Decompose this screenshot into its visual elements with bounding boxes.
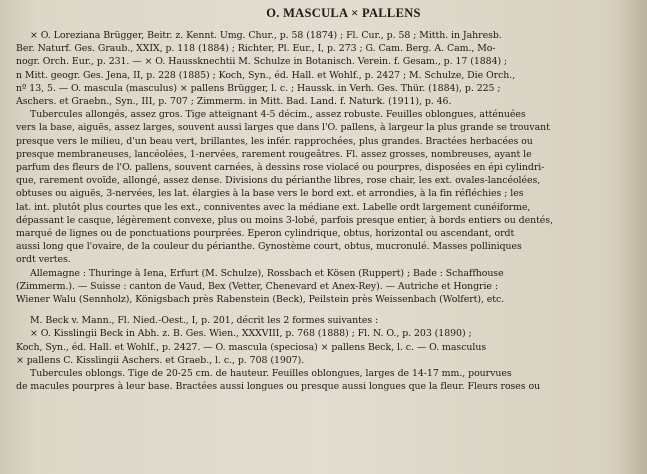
text-line: Wiener Walu (Sennholz), Königsbach près Rabenstein (Beck), Peilstein près Weissenbach (Wolfert), etc.	[16, 294, 505, 306]
paragraph-description	[16, 108, 641, 266]
text-line: × O. Loreziana Brügger, Beitr. z. Kennt. Umg. Chur., p. 58 (1874) ; Fl. Cur., p. 58 ; Mitth. in Jahresb.	[30, 30, 502, 41]
text-line: Aschers. et Graebn., Syn., III, p. 707 ; Zimmerm. in Mitt. Bad. Land. f. Naturk. (1911), p. 46.	[16, 96, 452, 108]
text-line: presque vers le milieu, d'un beau vert, brillantes, les infér. rapprochées, plus grandes. Bractées herbacées ou	[16, 135, 533, 147]
text-line: n Mitt. geogr. Ges. Jena, II, p. 228 (1885) ; Koch, Syn., éd. Hall. et Wohlf., p. 2427 ; M. Schulze, Die Orch.,	[16, 69, 516, 81]
paragraph-beck-forms	[16, 314, 641, 367]
text-line: presque membraneuses, lancéolées, 1-nervées, rarement rougeâtres. Fl. assez grosses, nombreuses, ayant le	[16, 148, 532, 160]
text-line: parfum des fleurs de l'O. pallens, souvent carnées, à dessins rose violacé ou pourpres, disposées en épi cylindri-	[16, 162, 545, 174]
text-line: lat. int. plutôt plus courtes que les ext., conniventes avec la médiane ext. Labelle ordt largement cunéiforme,	[16, 201, 531, 213]
text-line: Koch, Syn., éd. Hall. et Wohlf., p. 2427. — O. mascula (speciosa) × pallens Beck, l. c. — O. masculus	[16, 341, 487, 353]
text-line: que, rarement ovoïde, allongé, assez dense. Divisions du périanthe libres, rose chair, les ext. ovales-lancéolées,	[16, 175, 541, 187]
paragraph-synonymy	[16, 29, 641, 108]
text-line: marqué de lignes ou de ponctuations pourprées. Eperon cylindrique, obtus, horizontal ou ascendant, ordt	[16, 228, 515, 240]
text-line: × O. Kisslingii Beck in Abh. z. B. Ges. Wien., XXXVIII, p. 768 (1888) ; Fl. N. O., p. 203 (1890) ;	[30, 328, 472, 340]
text-line: Tubercules oblongs. Tige de 20-25 cm. de hauteur. Feuilles oblongues, larges de 14-17 mm., pourvues	[30, 368, 512, 380]
text-line: Ber. Naturf. Ges. Graub., XXIX, p. 118 (1884) ; Richter, Pl. Eur., I, p. 273 ; G. Cam. Berg. A. Cam., Mo-	[16, 43, 496, 55]
text-line: obtuses ou aiguës, 3-nervées, les lat. élargies à la base vers le bord ext. et arrondies, à la fin réfléchies ; les	[16, 188, 524, 200]
text-line: (Zimmerm.). — Suisse : canton de Vaud, Bex (Vetter, Chenevard et Anex-Rey). — Autriche et Hongrie :	[16, 280, 498, 292]
paragraph-gap	[16, 306, 641, 314]
text-line: aussi long que l'ovaire, de la couleur du périanthe. Gynostème court, obtus, mucronulé. Masses polliniques	[16, 241, 522, 253]
text-line: dépassant le casque, légèrement convexe, plus ou moins 3-lobé, parfois presque entier, à bords entiers ou dentés,	[16, 214, 553, 226]
text-line: nogr. Orch. Eur., p. 231. — × O. Haussknechtii M. Schulze in Botanisch. Verein. f. Gesam., p. 17 (1884) ;	[16, 56, 508, 68]
text-line: vers la base, aiguës, assez larges, souvent aussi larges que dans l'O. pallens, à largeur la plus grande se trouvant	[16, 122, 550, 134]
text-line: Allemagne : Thuringe à Iena, Erfurt (M. Schulze), Rossbach et Kösen (Ruppert) ; Bade : Schaffhouse	[30, 267, 504, 279]
text-line: × pallens C. Kisslingii Aschers. et Graeb., l. c., p. 708 (1907).	[16, 354, 305, 366]
paragraph-kisslingii-description	[16, 367, 641, 393]
text-line: Tubercules allongés, assez gros. Tige atteignant 4-5 décim., assez robuste. Feuilles oblongues, atténuées	[30, 109, 526, 121]
text-line: ordt vertes.	[16, 254, 71, 266]
paragraph-distribution	[16, 267, 641, 307]
page-title: O. MASCULA × PALLENS	[266, 6, 421, 20]
text-line: nº 13, 5. — O. mascula (masculus) × pallens Brügger, l. c. ; Haussk. in Verh. Ges. Thür. (1884), p. 225 ;	[16, 82, 501, 94]
text-line: de macules pourpres à leur base. Bractées aussi longues ou presque aussi longues que la fleur. Fleurs roses ou	[16, 381, 541, 393]
text-line: M. Beck v. Mann., Fl. Nied.-Oest., I, p. 201, décrit les 2 formes suivantes :	[30, 315, 379, 327]
